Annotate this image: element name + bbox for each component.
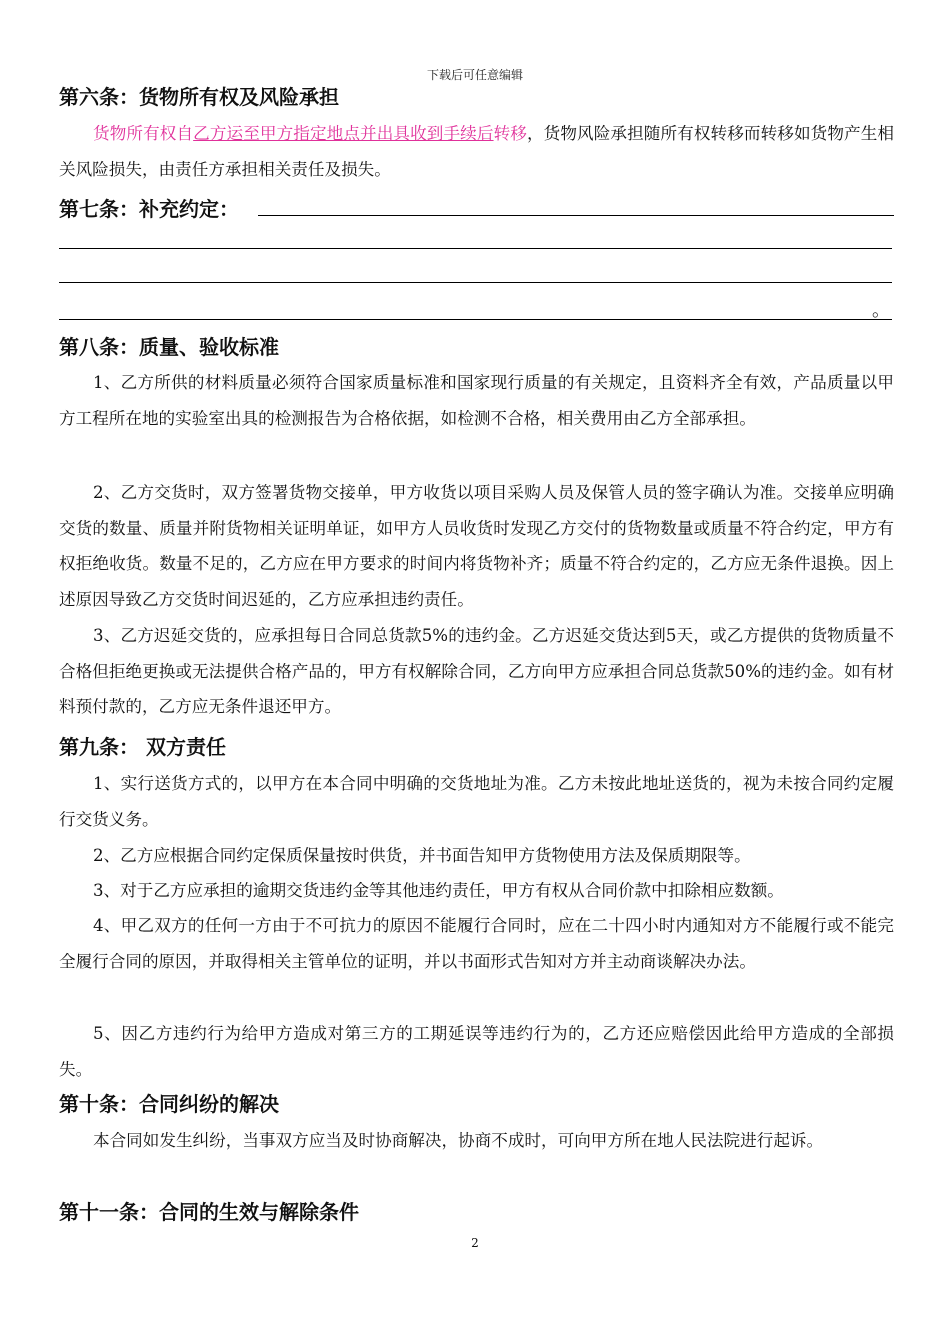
ownership-clause-underlined: 乙方运至甲方指定地点并出具收到手续后: [193, 124, 494, 143]
section-6-title: 第六条：货物所有权及风险承担: [59, 85, 339, 109]
section-10-title: 第十条：合同纠纷的解决: [59, 1092, 279, 1116]
section-10-paragraph: 本合同如发生纠纷，当事双方应当及时协商解决，协商不成时，可向甲方所在地人民法院进行起诉。: [93, 1131, 824, 1150]
section-11-title: 第十一条：合同的生效与解除条件: [59, 1200, 359, 1224]
section-8-title: 第八条：质量、验收标准: [59, 335, 279, 359]
section-9-item-5: 5、因乙方违约行为给甲方造成对第三方的工期延误等违约行为的，乙方还应赔偿因此给甲方造成的全部损失。: [59, 1024, 894, 1079]
supplement-blank-line-3: [59, 282, 892, 283]
page-number: 2: [471, 1236, 479, 1250]
section-6-paragraph: [59, 116, 894, 187]
section-9-title: 第九条： 双方责任: [59, 735, 226, 759]
header-watermark: 下载后可任意编辑: [426, 68, 523, 82]
supplement-end-mark: 。: [872, 300, 890, 321]
section-9-item-2: 2、乙方应根据合同约定保质保量按时供货，并书面告知甲方货物使用方法及保质期限等。: [93, 846, 751, 865]
supplement-blank-line-1: [258, 215, 894, 216]
ownership-clause-transfer: 转移: [493, 124, 527, 143]
ownership-clause-start: 货物所有权自: [93, 124, 194, 143]
section-8-item-3: 3、乙方迟延交货的，应承担每日合同总货款5%的违约金。乙方迟延交货达到5天，或乙方提供的货物质量不合格但拒绝更换或无法提供合格产品的，甲方有权解除合同，乙方向甲方应承担合同总货款50%的违约金。如有材料预付款的，乙方应无条件退还甲方。: [59, 626, 894, 716]
section-9-item-3: 3、对于乙方应承担的逾期交货违约金等其他违约责任，甲方有权从合同价款中扣除相应数额。: [93, 881, 784, 900]
section-7-title: 第七条：补充约定：: [59, 197, 239, 221]
section-8-item-1: 1、乙方所供的材料质量必须符合国家质量标准和国家现行质量的有关规定，且资料齐全有效，产品质量以甲方工程所在地的实验室出具的检测报告为合格依据，如检测不合格，相关费用由乙方全部承担。: [59, 373, 894, 428]
section-9-item-4: 4、甲乙双方的任何一方由于不可抗力的原因不能履行合同时，应在二十四小时内通知对方不能履行或不能完全履行合同的原因，并取得相关主管单位的证明，并以书面形式告知对方并主动商谈解决办法。: [59, 916, 894, 971]
section-8-item-2: 2、乙方交货时，双方签署货物交接单，甲方收货以项目采购人员及保管人员的签字确认为准。交接单应明确交货的数量、质量并附货物相关证明单证，如甲方人员收货时发现乙方交付的货物数量或质量不符合约定，甲方有权拒绝收货。数量不足的，乙方应在甲方要求的时间内将货物补齐；质量不符合约定的，乙方应无条件退换。因上述原因导致乙方交货时间迟延的，乙方应承担违约责任。: [59, 483, 894, 609]
supplement-blank-line-4: [59, 319, 892, 320]
supplement-blank-line-2: [59, 248, 892, 249]
ownership-clause-rest: ，货物风险承担随所有权转移而转移如货物产生相关风险损失，由责任方承担相关责任及损失。: [59, 124, 895, 179]
section-9-item-1: 1、实行送货方式的，以甲方在本合同中明确的交货地址为准。乙方未按此地址送货的，视为未按合同约定履行交货义务。: [59, 774, 894, 829]
